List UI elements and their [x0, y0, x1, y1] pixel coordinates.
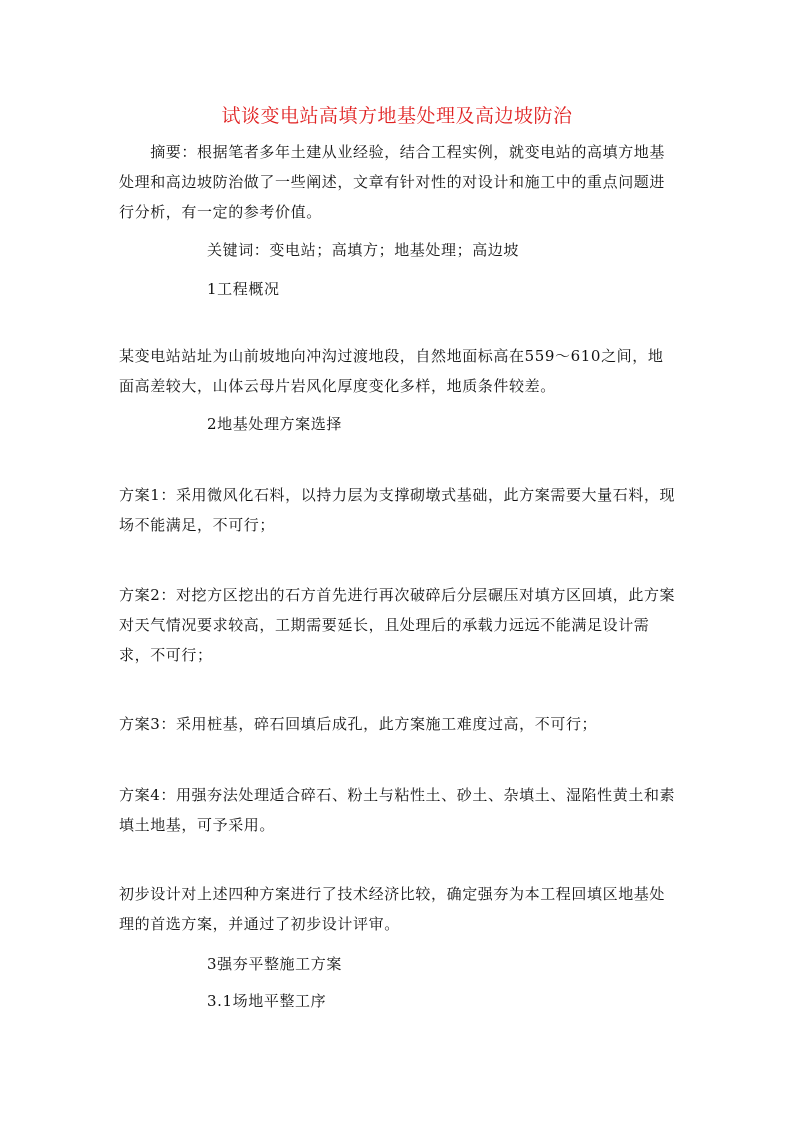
section-2-heading: 2地基处理方案选择: [207, 415, 342, 433]
scheme-1-paragraph: 方案1：采用微风化石料，以持力层为支撑砌墩式基础，此方案需要大量石料，现场不能满足，不可行；: [119, 486, 676, 534]
scheme-4-paragraph: 方案4：用强夯法处理适合碎石、粉土与粘性土、砂土、杂填土、湿陷性黄土和素填土地基，可予采用。: [119, 786, 676, 834]
section-1-paragraph: 某变电站站址为山前坡地向冲沟过渡地段，自然地面标高在559～610之间，地面高差较大，山体云母片岩风化厚度变化多样，地质条件较差。: [119, 347, 664, 395]
section-3-heading: 3强夯平整施工方案: [207, 955, 342, 973]
scheme-3-paragraph: 方案3：采用桩基，碎石回填后成孔，此方案施工难度过高，不可行；: [119, 715, 598, 733]
abstract-paragraph: 摘要：根据笔者多年土建从业经验，结合工程实例，就变电站的高填方地基处理和高边坡防治做了一些阐述，文章有针对性的对设计和施工中的重点问题进行分析，有一定的参考价值。: [119, 143, 666, 221]
scheme-2-paragraph: 方案2：对挖方区挖出的石方首先进行再次破碎后分层碾压对填方区回填，此方案对天气情况要求较高，工期需要延长，且处理后的承载力远远不能满足设计需求，不可行；: [119, 586, 676, 664]
section-1-heading: 1工程概况: [207, 280, 280, 298]
keywords-line: 关键词：变电站；高填方；地基处理；高边坡: [207, 241, 520, 259]
section-3-1-heading: 3.1场地平整工序: [207, 992, 327, 1010]
document-title: 试谈变电站高填方地基处理及高边坡防治: [221, 105, 573, 127]
conclusion-paragraph: 初步设计对上述四种方案进行了技术经济比较，确定强夯为本工程回填区地基处理的首选方案，并通过了初步设计评审。: [119, 885, 666, 933]
